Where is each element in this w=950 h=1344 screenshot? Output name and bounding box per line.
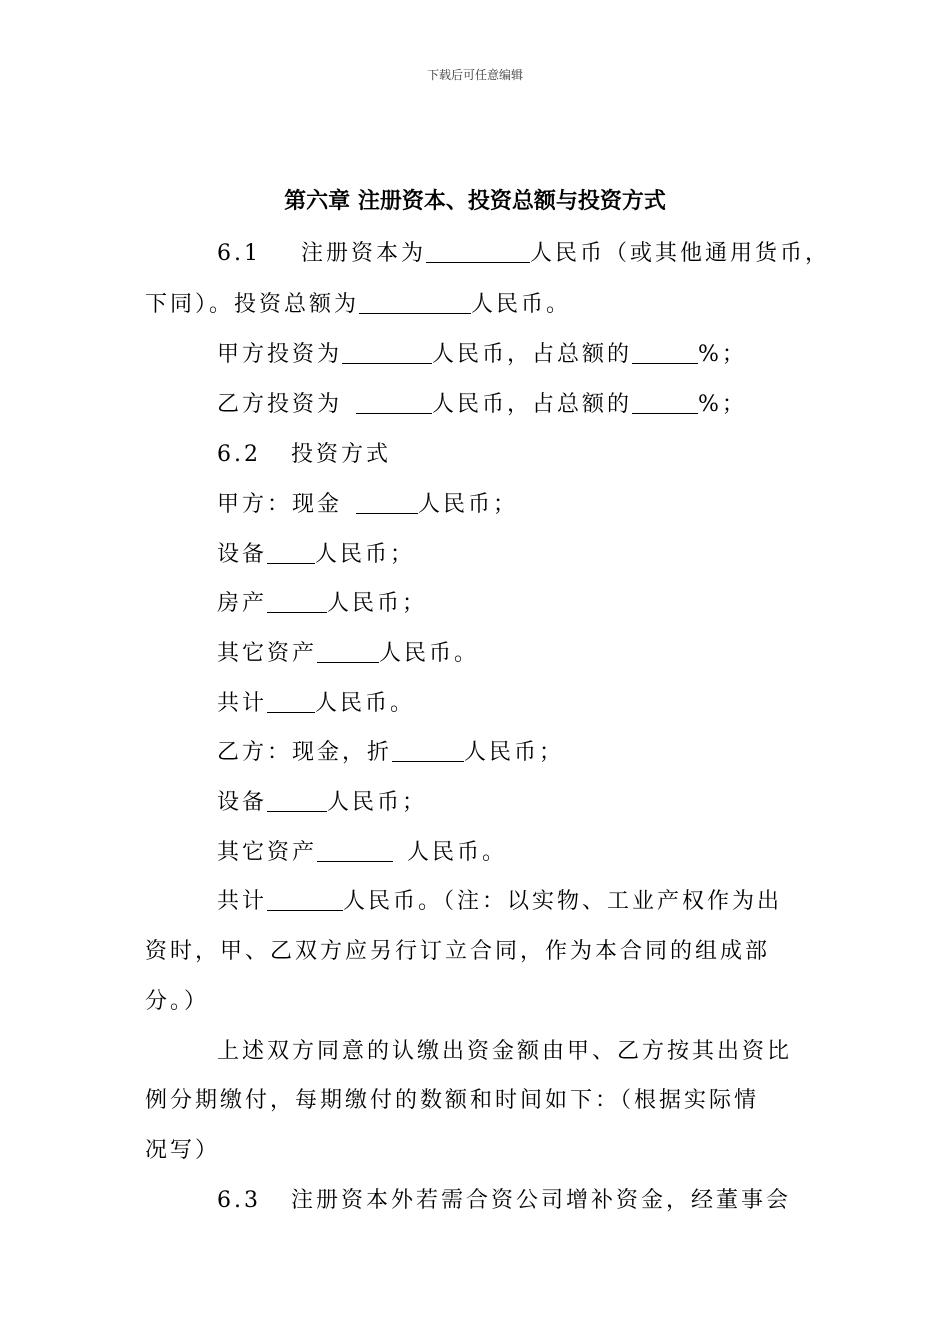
chapter-title: 第六章 注册资本、投资总额与投资方式	[284, 189, 666, 214]
party-b-cash-line: 乙方：现金，折 人民币；	[217, 740, 565, 765]
party-a-other-assets-line: 其它资产 人民币。	[217, 641, 480, 666]
party-a-property-line: 房产 人民币；	[217, 591, 428, 616]
blank-party-a-property[interactable]	[267, 590, 327, 613]
clause-6-1-line-2: 下同）。投资总额为 人民币。	[145, 292, 572, 317]
blank-party-b-percent[interactable]	[632, 391, 698, 414]
party-a-cash-line: 甲方：现金 人民币；	[217, 492, 519, 517]
clause-6-2-heading: 6.2 投资方式	[217, 442, 392, 467]
party-b-total-line: 共计 人民币。（注：以实物、工业产权作为出	[217, 889, 783, 914]
blank-party-a-other[interactable]	[317, 640, 379, 663]
blank-party-a-percent[interactable]	[632, 341, 698, 364]
blank-registered-capital[interactable]	[426, 240, 530, 263]
blank-party-a-amount[interactable]	[342, 341, 432, 364]
blank-party-b-other[interactable]	[317, 839, 393, 862]
clause-6-1-line-1: 6.1 注册资本为 人民币（或其他通用货币，	[217, 241, 831, 266]
payment-paragraph-line-2: 例分期缴付，每期缴付的数额和时间如下：（根据实际情	[145, 1088, 760, 1113]
blank-party-b-amount[interactable]	[356, 391, 432, 414]
page-header: 下载后可任意编辑	[426, 68, 523, 82]
payment-paragraph-line-1: 上述双方同意的认缴出资金额由甲、乙方按其出资比	[217, 1039, 793, 1064]
blank-party-b-equipment[interactable]	[267, 789, 327, 812]
payment-paragraph-line-3: 况写）	[145, 1138, 221, 1163]
party-b-other-assets-line: 其它资产 人民币。	[217, 840, 508, 865]
party-b-equipment-line: 设备 人民币；	[217, 790, 428, 815]
blank-party-b-cash[interactable]	[392, 739, 464, 762]
party-b-investment-line: 乙方投资为 人民币，占总额的 %；	[217, 392, 747, 417]
note-line-2: 资时，甲、乙双方应另行订立合同，作为本合同的组成部	[145, 939, 771, 964]
clause-number: 6.1	[217, 241, 261, 266]
blank-party-a-cash[interactable]	[356, 491, 418, 514]
blank-party-b-total[interactable]	[267, 888, 343, 911]
party-a-equipment-line: 设备 人民币；	[217, 542, 416, 567]
blank-total-investment[interactable]	[359, 291, 471, 314]
blank-party-a-total[interactable]	[267, 690, 315, 713]
clause-number: 6.3	[217, 1188, 261, 1213]
clause-6-3-line-1: 6.3 注册资本外若需合资公司增补资金，经董事会	[217, 1188, 792, 1213]
party-a-investment-line: 甲方投资为 人民币，占总额的 %；	[217, 342, 747, 367]
note-line-3: 分。）	[145, 989, 210, 1014]
clause-number: 6.2	[217, 442, 261, 467]
blank-party-a-equipment[interactable]	[267, 541, 315, 564]
party-a-total-line: 共计 人民币。	[217, 691, 416, 716]
